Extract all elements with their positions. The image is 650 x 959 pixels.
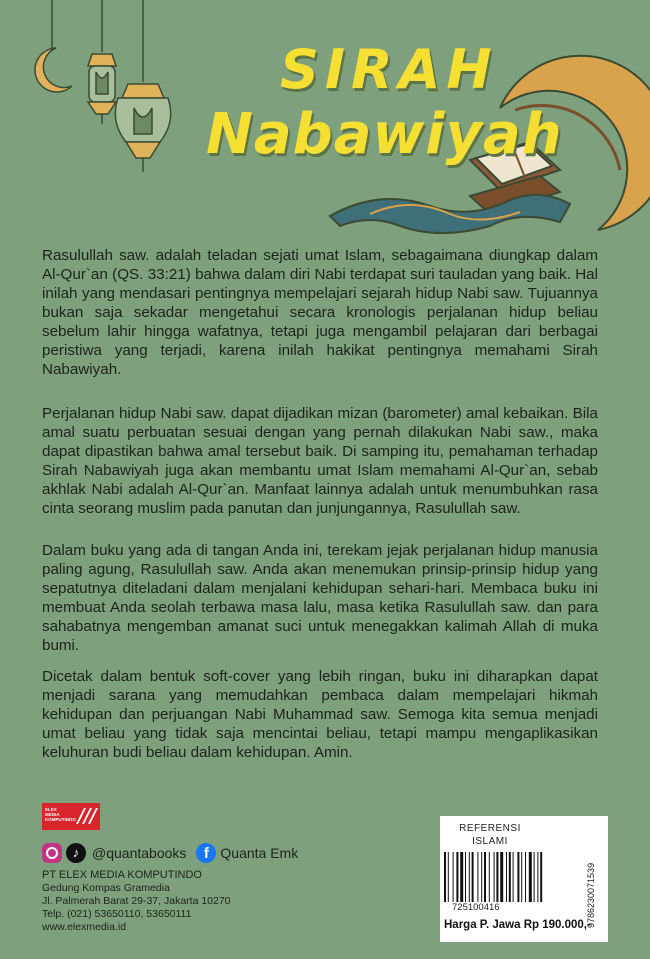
social-handle: @quantabooks [92, 845, 187, 861]
large-lantern-icon [115, 84, 170, 172]
publisher-logo-text: ELEX MEDIA KOMPUTINDO [45, 807, 76, 822]
barcode-icon [444, 852, 582, 902]
publisher-address [42, 869, 231, 934]
category-label: REFERENSI ISLAMI [459, 823, 521, 847]
address-line: Jl. Palmerah Barat 29-37, Jakarta 10270 [42, 895, 231, 907]
title-line-2: Nabawiyah [206, 102, 563, 167]
synopsis-paragraph-1: Rasulullah saw. adalah teladan sejati umat Islam, sebagaimana diungkap dalam Al-Qur`an (QS. 33:21) bahwa dalam diri Nabi terdapat suri tauladan yang baik. Hal inilah yang mendasari pentingnya mempelajari sejarah hidup Nabi saw. Tujuannya bukan saja sekadar mengetahui secara kronologis perjalanan hidup beliau sebelum lahir hingga wafatnya, tetapi juga mengambil pelajaran dari berbagai peristiwa yang terjadi, karena inilah hakikat pentingnya memahami Sirah Nabawiyah. [42, 247, 598, 378]
synopsis-paragraph-2: Perjalanan hidup Nabi saw. dapat dijadikan mizan (barometer) amal kebaikan. Bila amal suatu perbuatan sesuai dengan yang pernah dilakukan Nabi saw., maka dapat dipastikan bahwa amal tersebut baik. Di samping itu, pemahaman terhadap Sirah Nabawiyah juga akan membantu umat Islam memahami Al-Qur`an, sebab akhlak Nabi adalah Al-Qur`an. Manfaat lainnya adalah untuk menumbuhkan rasa cinta seorang muslim pada panutan dan junjungannya, Rasulullah saw. [42, 405, 598, 517]
address-line: Gedung Kompas Gramedia [42, 882, 170, 894]
barcode-box [440, 816, 608, 942]
website-line: www.elexmedia.id [42, 921, 127, 933]
small-crescent-icon [35, 48, 72, 92]
price-label: Harga P. Jawa Rp 190.000,- [444, 919, 591, 931]
phone-line: Telp. (021) 53650110, 53650111 [42, 908, 192, 920]
synopsis-paragraph-4: Dicetak dalam bentuk soft-cover yang lebih ringan, buku ini diharapkan dapat menjadi sarana yang memudahkan pembaca dalam mempelajari hikmah kehidupan dan perjuangan Nabi Muhammad saw. Semoga kita semua menjadi umat beliau yang tidak saja mencintai beliau, tetapi mampu mengaplikasikan keluhuran budi beliau dalam kehidupan. Amin. [42, 668, 598, 761]
social-media-row [42, 842, 298, 864]
synopsis-paragraph-3: Dalam buku yang ada di tangan Anda ini, terekam jejak perjalanan hidup manusia paling agung, Rasulullah saw. Anda akan menemukan prinsip-prinsip hidup yang sepatutnya diteladani dalam menjalani kehidupan sehari-hari. Membaca buku ini membuat Anda seolah terbawa masa lalu, masa ketika Rasulullah saw. dan para sahabatnya mengemban amanat suci untuk menegakkan kalimah Allah di muka bumi. [42, 542, 598, 654]
title-line-1: SIRAH [280, 38, 498, 101]
tiktok-icon[interactable]: ♪ [66, 843, 86, 863]
publisher-name: PT ELEX MEDIA KOMPUTINDO [42, 869, 202, 881]
small-lantern-icon [88, 54, 116, 124]
product-code: 725100416 [452, 902, 500, 913]
facebook-name: Quanta Emk [220, 845, 299, 861]
facebook-icon[interactable]: f [196, 843, 216, 863]
isbn-number: 9786230071539 [586, 862, 596, 928]
instagram-icon[interactable] [42, 843, 62, 863]
logo-mark-icon [74, 806, 98, 826]
publisher-logo [42, 803, 100, 830]
